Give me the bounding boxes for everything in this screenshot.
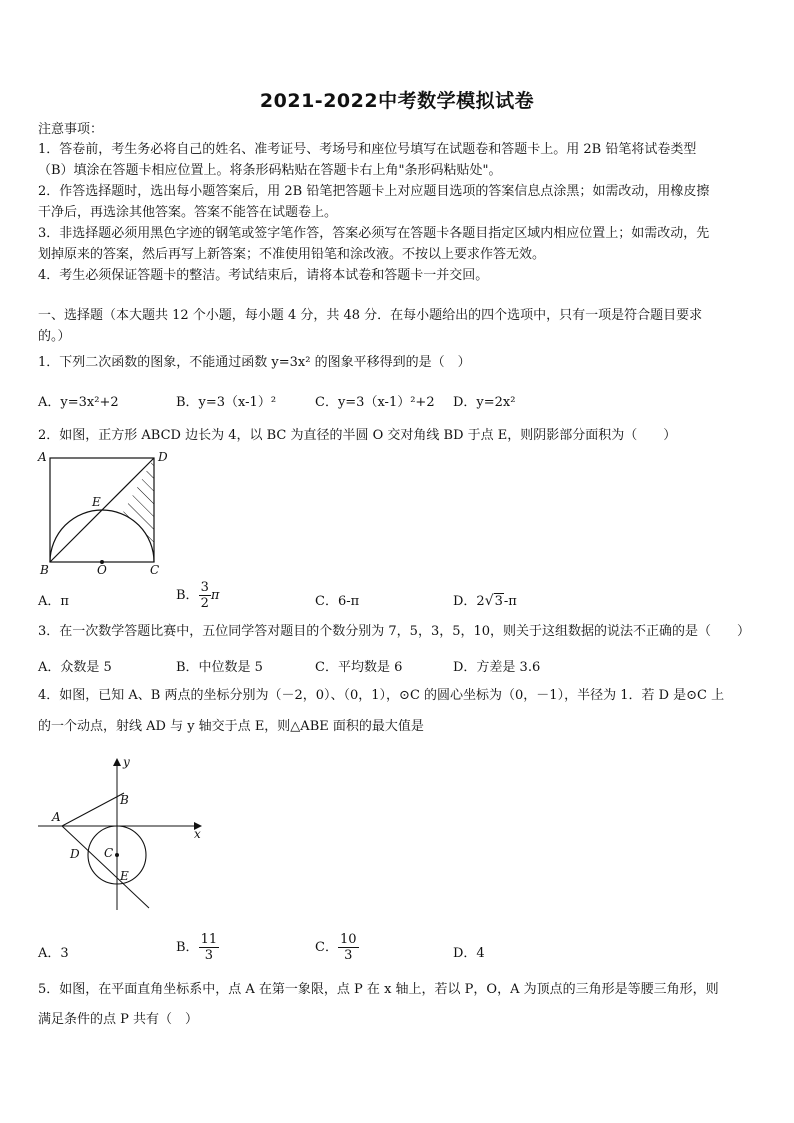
q4-coordinate-figure (34, 752, 210, 918)
sqrt-sign: √ (484, 593, 494, 609)
q2-option-b[interactable] (176, 580, 219, 611)
section-heading: 一、选择题（本大题共 12 个小题，每小题 4 分，共 48 分．在每小题给出的四个选项中，只有一项是符合题目要求 (38, 308, 703, 323)
label-c: C (104, 846, 114, 860)
label-a: A (52, 810, 61, 824)
y-axis-arrow (113, 758, 121, 766)
label-c: C (150, 563, 160, 576)
label-b: B (40, 563, 49, 576)
notice-line: 2．作答选择题时，选出每小题答案后，用 2B 铅笔把答题卡上对应题目选项的答案信息点涂黑；如需改动，用橡皮擦 (38, 184, 710, 199)
label-o: O (97, 563, 107, 576)
option-c-prefix: C． (315, 940, 338, 955)
label-e: E (120, 869, 129, 883)
q1-option-c[interactable]: C．y=3（x-1）²+2 (315, 395, 435, 410)
notice-line: 划掉原来的答案，然后再写上新答案；不准使用铅笔和涂改液。不按以上要求作答无效。 (38, 247, 546, 262)
label-b: B (120, 793, 129, 807)
option-d-suffix: -π (503, 594, 517, 609)
notice-line: 3．非选择题必须用黑色字迹的钢笔或签字笔作答，答案必须写在答题卡各题目指定区域内相应位置上；如需改动，先 (38, 226, 710, 241)
fraction-11-3 (199, 932, 220, 963)
q4-option-b[interactable] (176, 932, 219, 963)
q4-option-a[interactable]: A．3 (38, 946, 69, 961)
center-c (115, 853, 119, 857)
q1-option-d[interactable]: D．y=2x² (453, 395, 516, 410)
frac-num: 3 (200, 580, 209, 595)
q3-option-c[interactable]: C．平均数是 6 (315, 660, 403, 675)
q3-option-b[interactable]: B．中位数是 5 (176, 660, 263, 675)
notice-line: （B）填涂在答题卡相应位置上。将条形码粘贴在答题卡右上角"条形码粘贴处"。 (38, 163, 502, 178)
q1-option-b[interactable]: B．y=3（x-1）² (176, 395, 277, 410)
notice-line: 1．答卷前，考生务必将自己的姓名、准考证号、考场号和座位号填写在试题卷和答题卡上。用 2B 铅笔将试卷类型 (38, 142, 697, 157)
q3-option-a[interactable]: A．众数是 5 (38, 660, 112, 675)
fraction-10-3 (338, 932, 359, 963)
q2-option-c[interactable]: C．6-π (315, 594, 360, 609)
option-b-prefix: B． (176, 940, 199, 955)
frac-den: 3 (204, 948, 213, 963)
q5-stem-line2: 满足条件的点 P 共有（ ） (38, 1012, 199, 1027)
notice-line: 4．考生必须保证答题卡的整洁。考试结束后，请将本试卷和答题卡一并交回。 (38, 268, 489, 283)
label-x: x (194, 827, 201, 841)
label-d: D (158, 450, 168, 464)
section-heading-cont: 的。） (38, 329, 71, 344)
q2-square-figure (34, 448, 174, 576)
q4-option-c[interactable] (315, 932, 359, 963)
option-d-prefix: D．2 (453, 594, 485, 609)
frac-den: 2 (200, 596, 209, 611)
segment-ab (62, 793, 124, 826)
option-b-prefix: B． (176, 588, 199, 603)
label-d: D (70, 847, 80, 861)
q2-option-a[interactable]: A．π (38, 594, 69, 609)
q4-stem-line1: 4．如图，已知 A、B 两点的坐标分别为（－2，0）、（0，1），⊙C 的圆心坐标为（0，－1），半径为 1．若 D 是⊙C 上 (38, 688, 725, 703)
q1-option-a[interactable]: A．y=3x²+2 (38, 395, 119, 410)
q3-stem: 3．在一次数学答题比赛中，五位同学答对题目的个数分别为 7，5，3，5，10，则关于这组数据的说法不正确的是（ ） (38, 624, 751, 639)
q2-option-d[interactable] (453, 590, 517, 609)
frac-num: 11 (200, 932, 218, 947)
label-a: A (38, 450, 47, 464)
q5-stem-line1: 5．如图，在平面直角坐标系中，点 A 在第一象限，点 P 在 x 轴上，若以 P，O，A 为顶点的三角形是等腰三角形，则 (38, 982, 719, 997)
label-e: E (92, 495, 101, 509)
notice-heading: 注意事项： (38, 122, 104, 137)
q2-stem: 2．如图，正方形 ABCD 边长为 4，以 BC 为直径的半圆 O 交对角线 BD 于点 E，则阴影部分面积为（ ） (38, 428, 677, 443)
frac-den: 3 (344, 948, 353, 963)
frac-num: 10 (339, 932, 357, 947)
label-y: y (123, 755, 130, 769)
fraction-3-2 (199, 580, 211, 611)
page-title: 2021-2022中考数学模拟试卷 (259, 90, 535, 112)
radicand: 3 (494, 594, 503, 609)
option-b-suffix: π (210, 588, 220, 603)
q4-stem-line2: 的一个动点，射线 AD 与 y 轴交于点 E，则△ABE 面积的最大值是 (38, 719, 424, 734)
q1-stem: 1．下列二次函数的图象，不能通过函数 y=3x² 的图象平移得到的是（ ） (38, 355, 471, 370)
q4-option-d[interactable]: D．4 (453, 946, 485, 961)
notice-line: 干净后，再选涂其他答案。答案不能答在试题卷上。 (38, 205, 338, 220)
ray-ad (62, 826, 149, 908)
q3-option-d[interactable]: D．方差是 3.6 (453, 660, 541, 675)
